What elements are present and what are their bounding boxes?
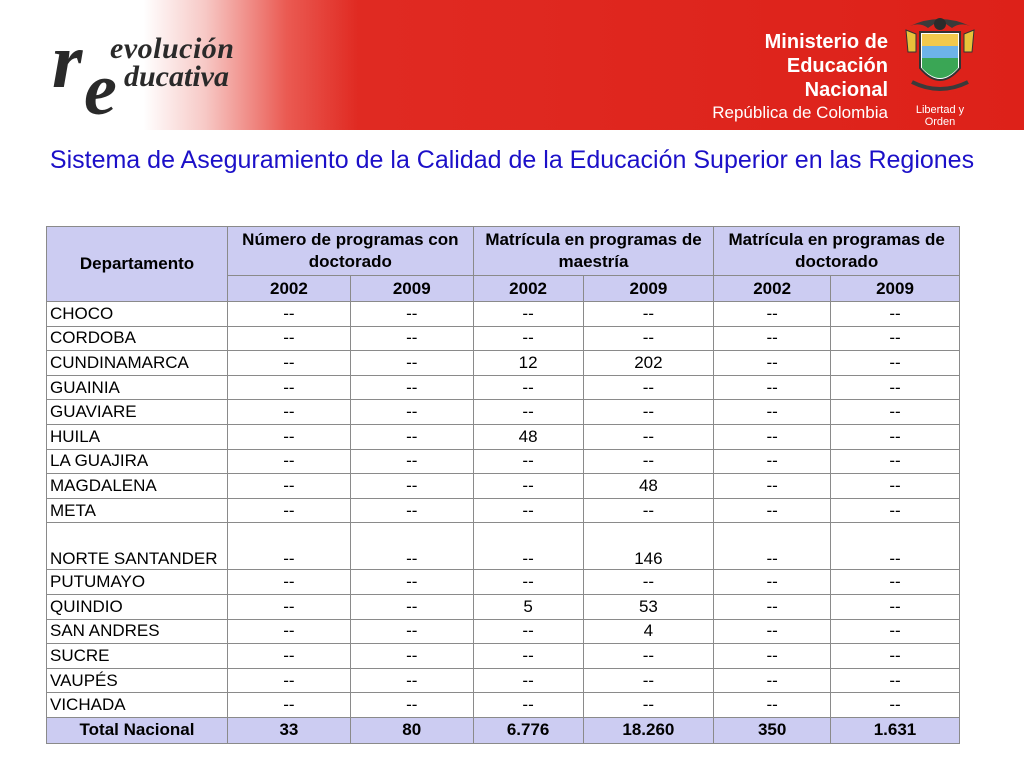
header-year: 2009 — [583, 276, 714, 302]
table-row — [47, 326, 960, 351]
cell-value: -- — [350, 644, 473, 669]
cell-value: -- — [714, 619, 831, 644]
cell-value: -- — [473, 619, 583, 644]
cell-departamento: SUCRE — [47, 644, 228, 669]
table-row — [47, 619, 960, 644]
table-row — [47, 424, 960, 449]
cell-value: 1.631 — [830, 717, 959, 743]
cell-departamento: HUILA — [47, 424, 228, 449]
cell-value: -- — [473, 693, 583, 718]
page-title: Sistema de Aseguramiento de la Calidad de la Educación Superior en las Regiones — [49, 146, 975, 174]
cell-value: 53 — [583, 594, 714, 619]
cell-value: 146 — [583, 523, 714, 570]
cell-departamento: CORDOBA — [47, 326, 228, 351]
cell-value: -- — [228, 594, 351, 619]
table-row — [47, 449, 960, 474]
cell-departamento: QUINDIO — [47, 594, 228, 619]
cell-value: -- — [830, 400, 959, 425]
cell-value: -- — [228, 570, 351, 595]
cell-value: -- — [714, 693, 831, 718]
table-row — [47, 668, 960, 693]
cell-value: 202 — [583, 351, 714, 376]
cell-value: -- — [714, 668, 831, 693]
cell-value: -- — [228, 619, 351, 644]
cell-value: -- — [714, 375, 831, 400]
cell-value: -- — [473, 449, 583, 474]
cell-departamento: VAUPÉS — [47, 668, 228, 693]
cell-value: -- — [473, 326, 583, 351]
table-row — [47, 523, 960, 570]
cell-value: 48 — [583, 474, 714, 499]
table-row — [47, 375, 960, 400]
cell-value: -- — [350, 375, 473, 400]
cell-value: -- — [350, 498, 473, 523]
cell-value: -- — [830, 570, 959, 595]
cell-value: -- — [350, 523, 473, 570]
cell-value: -- — [473, 498, 583, 523]
cell-value: -- — [714, 498, 831, 523]
cell-value: -- — [583, 644, 714, 669]
motto-text: Libertad y Orden — [915, 104, 965, 128]
cell-value: -- — [350, 594, 473, 619]
cell-value: -- — [350, 400, 473, 425]
cell-value: -- — [228, 644, 351, 669]
cell-value: -- — [830, 693, 959, 718]
table-row — [47, 644, 960, 669]
cell-value: -- — [350, 693, 473, 718]
cell-value: -- — [830, 326, 959, 351]
cell-departamento: GUAINIA — [47, 375, 228, 400]
data-table — [46, 226, 960, 744]
header-year: 2002 — [473, 276, 583, 302]
cell-value: -- — [473, 668, 583, 693]
cell-value: 33 — [228, 717, 351, 743]
cell-departamento: VICHADA — [47, 693, 228, 718]
cell-value: -- — [830, 594, 959, 619]
cell-value: -- — [714, 594, 831, 619]
coat-of-arms-icon — [900, 12, 980, 102]
cell-value: -- — [714, 570, 831, 595]
cell-departamento: GUAVIARE — [47, 400, 228, 425]
cell-value: -- — [228, 523, 351, 570]
cell-value: 5 — [473, 594, 583, 619]
cell-value: -- — [830, 644, 959, 669]
cell-value: 350 — [714, 717, 831, 743]
cell-value: -- — [714, 449, 831, 474]
cell-value: -- — [350, 424, 473, 449]
cell-value: -- — [830, 449, 959, 474]
ministry-line-1: Ministerio de — [764, 31, 888, 53]
cell-value: -- — [228, 693, 351, 718]
cell-value: 80 — [350, 717, 473, 743]
cell-value: -- — [228, 668, 351, 693]
cell-value: -- — [714, 326, 831, 351]
cell-value: -- — [583, 693, 714, 718]
cell-value: -- — [228, 351, 351, 376]
cell-value: -- — [473, 302, 583, 327]
header-group-doctorate-programs: Número de programas con doctorado — [228, 227, 474, 276]
cell-departamento: MAGDALENA — [47, 474, 228, 499]
cell-value: -- — [228, 449, 351, 474]
cell-value: -- — [830, 523, 959, 570]
cell-departamento: META — [47, 498, 228, 523]
cell-value: 48 — [473, 424, 583, 449]
cell-value: -- — [350, 449, 473, 474]
cell-value: -- — [830, 619, 959, 644]
cell-value: 12 — [473, 351, 583, 376]
cell-value: -- — [714, 351, 831, 376]
header-year: 2009 — [830, 276, 959, 302]
cell-value: -- — [228, 400, 351, 425]
cell-value: -- — [350, 668, 473, 693]
cell-value: -- — [473, 644, 583, 669]
cell-departamento: SAN ANDRES — [47, 619, 228, 644]
cell-value: -- — [473, 570, 583, 595]
cell-value: -- — [583, 668, 714, 693]
cell-value: -- — [350, 351, 473, 376]
cell-value: -- — [583, 570, 714, 595]
cell-value: -- — [830, 668, 959, 693]
cell-value: -- — [583, 400, 714, 425]
cell-value: -- — [583, 302, 714, 327]
cell-value: -- — [830, 302, 959, 327]
table-row — [47, 498, 960, 523]
ministry-line-3: República de Colombia — [712, 103, 888, 122]
table-row — [47, 302, 960, 327]
ministry-name — [700, 30, 888, 124]
cell-value: -- — [714, 523, 831, 570]
table-header-row — [47, 227, 960, 276]
cell-value: 4 — [583, 619, 714, 644]
cell-departamento: LA GUAJIRA — [47, 449, 228, 474]
table-row — [47, 400, 960, 425]
cell-value: -- — [473, 400, 583, 425]
cell-value: -- — [830, 375, 959, 400]
cell-value: -- — [583, 375, 714, 400]
cell-value: -- — [350, 619, 473, 644]
header-group-doctorate-enrollment: Matrícula en programas de doctorado — [714, 227, 960, 276]
cell-value: -- — [228, 474, 351, 499]
table-row — [47, 594, 960, 619]
cell-value: 18.260 — [583, 717, 714, 743]
logo-line-1: evolución — [110, 32, 235, 65]
header-year: 2009 — [350, 276, 473, 302]
header-year: 2002 — [714, 276, 831, 302]
cell-value: -- — [228, 302, 351, 327]
cell-value: -- — [228, 375, 351, 400]
header-group-masters-enrollment: Matrícula en programas de maestría — [473, 227, 714, 276]
table-row — [47, 351, 960, 376]
cell-value: -- — [714, 302, 831, 327]
cell-value: -- — [228, 424, 351, 449]
table-row — [47, 570, 960, 595]
logo-big-r: r — [52, 17, 83, 104]
cell-departamento: CHOCO — [47, 302, 228, 327]
logo-big-e: e — [84, 49, 117, 131]
cell-value: -- — [350, 326, 473, 351]
cell-departamento: NORTE SANTANDER — [47, 523, 228, 570]
cell-value: -- — [228, 498, 351, 523]
cell-value: -- — [830, 424, 959, 449]
cell-value: -- — [583, 326, 714, 351]
table-total-row — [47, 717, 960, 743]
cell-value: -- — [473, 523, 583, 570]
cell-value: -- — [350, 570, 473, 595]
cell-value: -- — [714, 474, 831, 499]
header-departamento: Departamento — [47, 227, 228, 302]
cell-value: -- — [714, 400, 831, 425]
table-row — [47, 474, 960, 499]
cell-value: -- — [830, 351, 959, 376]
cell-departamento: PUTUMAYO — [47, 570, 228, 595]
cell-value: 6.776 — [473, 717, 583, 743]
cell-value: -- — [714, 644, 831, 669]
cell-value: -- — [473, 375, 583, 400]
cell-value: -- — [830, 498, 959, 523]
cell-departamento: Total Nacional — [47, 717, 228, 743]
cell-value: -- — [583, 449, 714, 474]
cell-departamento: CUNDINAMARCA — [47, 351, 228, 376]
cell-value: -- — [830, 474, 959, 499]
revolucion-educativa-logo — [50, 17, 280, 131]
logo-line-2: ducativa — [124, 60, 229, 93]
cell-value: -- — [228, 326, 351, 351]
cell-value: -- — [350, 302, 473, 327]
cell-value: -- — [350, 474, 473, 499]
cell-value: -- — [473, 474, 583, 499]
cell-value: -- — [714, 424, 831, 449]
ministry-line-2: Educación Nacional — [786, 55, 888, 101]
cell-value: -- — [583, 498, 714, 523]
header-year: 2002 — [228, 276, 351, 302]
cell-value: -- — [583, 424, 714, 449]
table-row — [47, 693, 960, 718]
